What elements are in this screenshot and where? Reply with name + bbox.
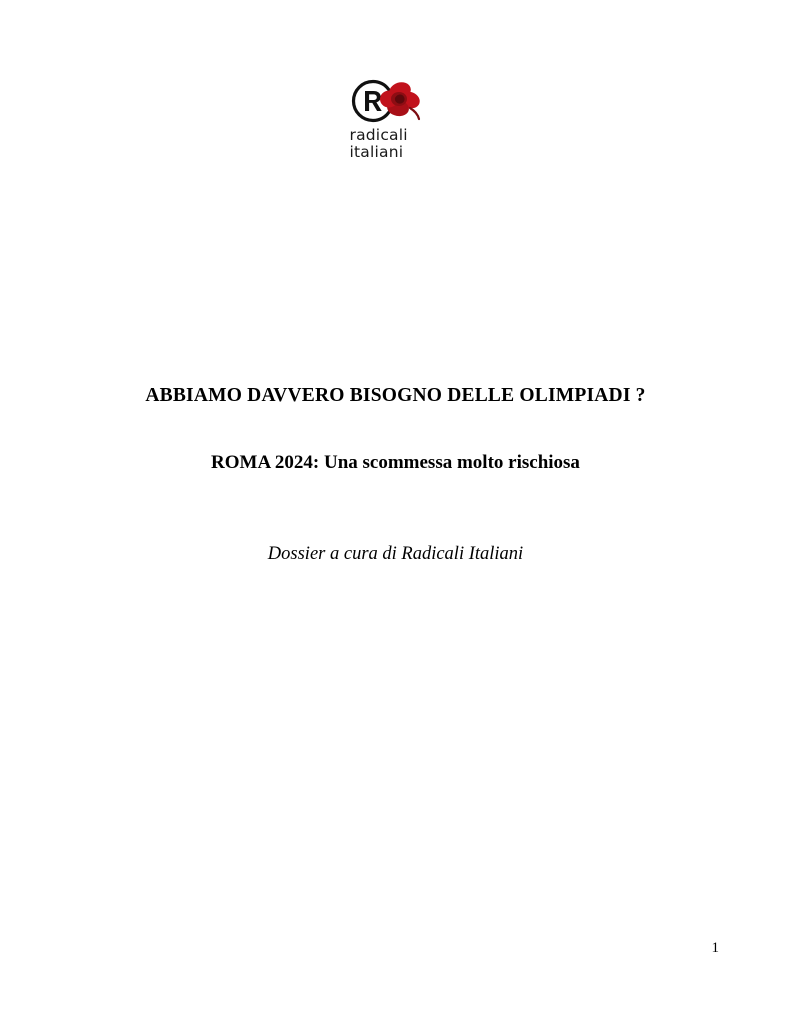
page-title: ABBIAMO DAVVERO BISOGNO DELLE OLIMPIADI ? xyxy=(145,385,646,407)
logo-word-italiani: italiani xyxy=(349,143,404,161)
logo-word-radicali: radicali xyxy=(349,126,408,144)
document-credit: Dossier a cura di Radicali Italiani xyxy=(267,544,524,564)
logo-wordmark xyxy=(348,127,444,161)
radicali-italiani-logo xyxy=(0,78,791,161)
page-subtitle: ROMA 2024: Una scommessa molto rischiosa xyxy=(211,451,580,473)
rose-with-r-monogram-logo-icon xyxy=(348,78,444,124)
page-number: 1 xyxy=(711,940,719,956)
